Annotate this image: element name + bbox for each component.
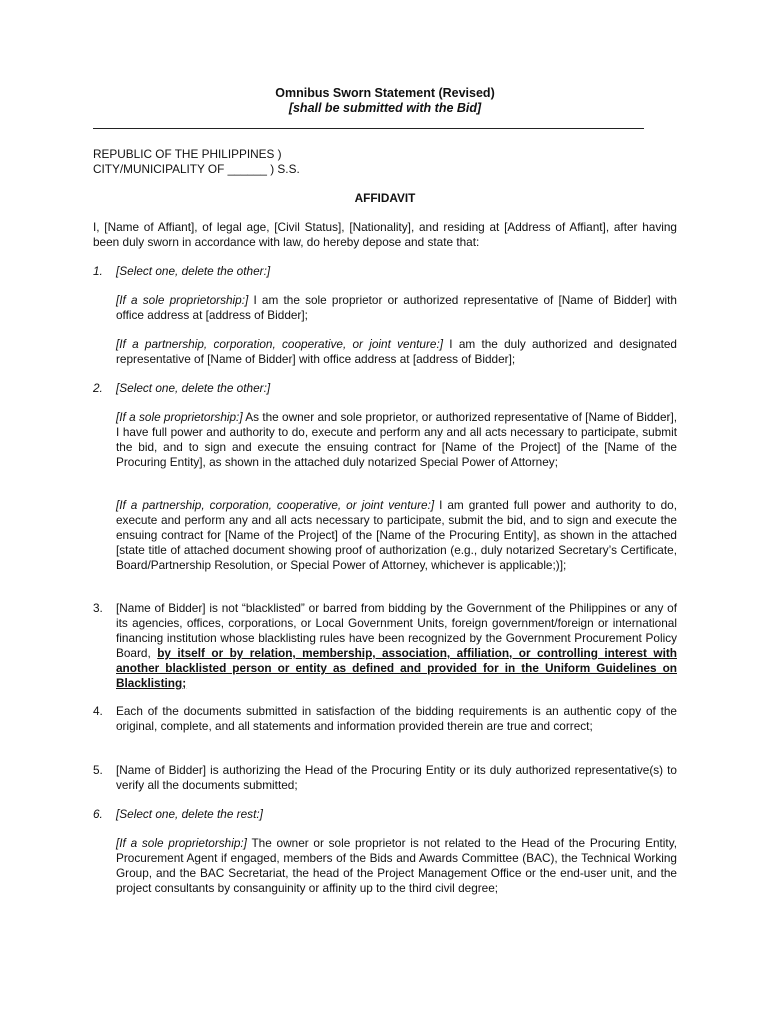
item-3-text: [Name of Bidder] is not “blacklisted” or barred from bidding by the Government of the Philippines or any of its agencies, offices, corporations, or Local Government Units, foreign government/foreign or international financing institution whose blacklisting rules have been recognized by the Government Procurement Policy Board, xyxy=(116,601,677,660)
venue-block xyxy=(93,147,300,177)
document-title: Omnibus Sworn Statement (Revised) xyxy=(275,86,495,100)
item-6-sole-label: [If a sole proprietorship:] xyxy=(116,836,247,850)
item-3-paragraph xyxy=(116,601,677,691)
item-1-partner-paragraph xyxy=(116,337,677,367)
item-2-partner-label: [If a partnership, corporation, cooperative, or joint venture:] xyxy=(116,498,435,512)
item-2-partner-paragraph xyxy=(116,498,677,573)
item-2-sole-text: As the owner and sole proprietor, or authorized representative of [Name of Bidder], I have full power and authority to do, execute and perform any and all acts necessary to participate, submit the bid, and to sign and execute the ensuing contract for [Name of the Project] of the [Name of the Procuring Entity], as shown in the attached duly notarized Special Power of Attorney; xyxy=(116,410,677,469)
item-4-paragraph: Each of the documents submitted in satisfaction of the bidding requirements is an authentic copy of the original, complete, and all statements and information provided therein are true and correct; xyxy=(116,704,677,733)
item-1-instruction: [Select one, delete the other:] xyxy=(116,264,271,278)
item-6-sole-text: The owner or sole proprietor is not related to the Head of the Procuring Entity, Procurement Agent if engaged, members of the Bids and Awards Committee (BAC), the Technical Working Group, and the BAC Secretariat, the head of the Project Management Office or the end-user unit, and the project consultants by consanguinity or affinity up to the third civil degree; xyxy=(116,836,677,895)
item-1-sole-text: I am the sole proprietor or authorized representative of [Name of Bidder] with office address at [address of Bidder]; xyxy=(116,293,677,322)
item-3-bold-text: by itself or by relation, membership, association, affiliation, or controlling interest with another blacklisted person or entity as defined and provided for in the Uniform Guidelines on Blacklisting; xyxy=(116,646,677,690)
affidavit-heading: AFFIDAVIT xyxy=(354,191,416,205)
item-6-number: 6. xyxy=(93,807,103,821)
document-subtitle: [shall be submitted with the Bid] xyxy=(288,101,482,115)
title-divider xyxy=(93,128,644,129)
item-3-number: 3. xyxy=(93,601,103,615)
item-1-sole-label: [If a sole proprietorship:] xyxy=(116,293,249,307)
venue-republic: REPUBLIC OF THE PHILIPPINES ) xyxy=(93,147,282,161)
item-6-sole-paragraph xyxy=(116,836,677,896)
item-1-number: 1. xyxy=(93,264,103,278)
venue-city: CITY/MUNICIPALITY OF ______ ) S.S. xyxy=(93,162,300,176)
item-2-sole-paragraph xyxy=(116,410,677,470)
intro-paragraph: I, [Name of Affiant], of legal age, [Civil Status], [Nationality], and residing at [Address of Affiant], after having been duly sworn in accordance with law, do hereby depose and state that: xyxy=(93,220,677,249)
item-1-sole-paragraph xyxy=(116,293,677,323)
item-2-partner-text: I am granted full power and authority to do, execute and perform any and all acts necessary to participate, submit the bid, and to sign and execute the ensuing contract for [Name of the Project] of the [Name of the Procuring Entity], as shown in the attached [state title of attached document showing proof of authorization (e.g., duly notarized Secretary’s Certificate, Board/Partnership Resolution, or Special Power of Attorney, whichever is applicable;)]; xyxy=(116,498,677,572)
item-6-instruction: [Select one, delete the rest:] xyxy=(116,807,263,821)
item-2-number: 2. xyxy=(93,381,103,395)
item-5-paragraph: [Name of Bidder] is authorizing the Head of the Procuring Entity or its duly authorized representative(s) to verify all the documents submitted; xyxy=(116,763,677,792)
item-5-number: 5. xyxy=(93,763,103,777)
item-1-partner-text: I am the duly authorized and designated representative of [Name of Bidder] with office address at [address of Bidder]; xyxy=(116,337,677,366)
item-2-sole-label: [If a sole proprietorship:] xyxy=(116,410,243,424)
item-4-number: 4. xyxy=(93,704,103,718)
item-1-partner-label: [If a partnership, corporation, cooperative, or joint venture:] xyxy=(116,337,444,351)
item-2-instruction: [Select one, delete the other:] xyxy=(116,381,271,395)
